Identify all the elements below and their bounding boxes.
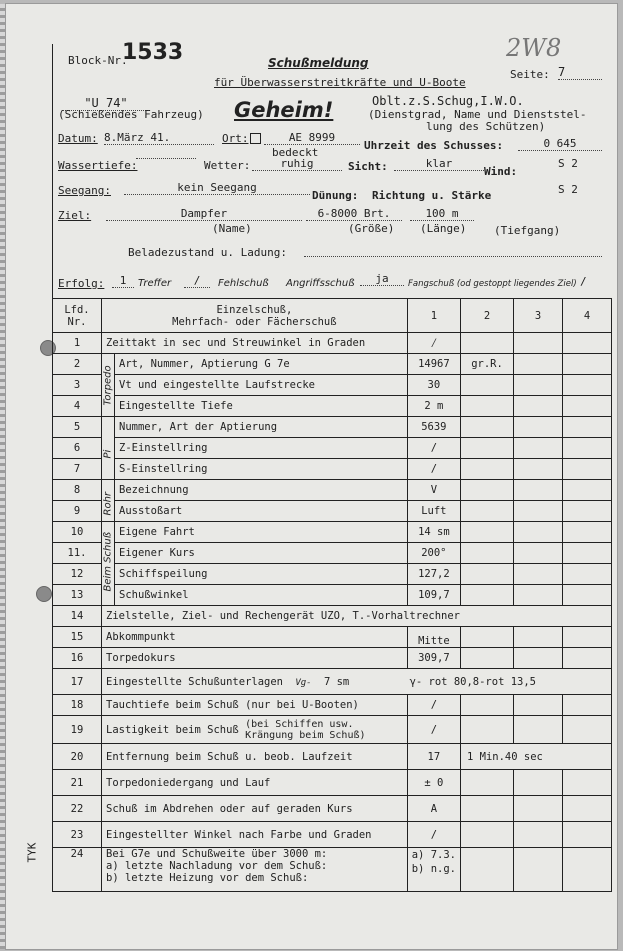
- row-label: Tauchtiefe beim Schuß (nur bei U-Booten): [102, 695, 408, 716]
- shooter-caption-1: (Dienstgrad, Name und Dienststel-: [368, 108, 587, 121]
- col-3-header: 3: [514, 299, 563, 333]
- row-19-cell: [102, 716, 408, 744]
- row-value-4: [563, 333, 612, 354]
- row-value-3: [514, 695, 563, 716]
- row-value-1: /: [407, 695, 460, 716]
- row-label: Eingestellter Winkel nach Farbe und Graden: [102, 822, 408, 848]
- row-value-3: [514, 459, 563, 480]
- row-number: 19: [53, 716, 102, 744]
- table-row: [53, 822, 612, 848]
- row-label: Torpedoniedergang und Lauf: [102, 770, 408, 796]
- row-value-2: [461, 396, 514, 417]
- duenung-label: Dünung:: [312, 189, 359, 202]
- table-row: [53, 501, 612, 522]
- row-value-3: [514, 796, 563, 822]
- row-value-3: [514, 585, 563, 606]
- row-value-2: [461, 522, 514, 543]
- row-value-4: [563, 543, 612, 564]
- shot-data-table: [52, 298, 612, 892]
- row-label: Lastigkeit beim Schuß: [106, 723, 239, 736]
- row-label: Z-Einstellring: [115, 438, 408, 459]
- row-number: 6: [53, 438, 102, 459]
- row-value-3: [514, 417, 563, 438]
- row-value-3: [514, 522, 563, 543]
- table-row: [53, 627, 612, 648]
- wassertiefe-value: [136, 158, 196, 159]
- row-value-2: [461, 459, 514, 480]
- wind-label: Wind:: [484, 165, 518, 178]
- row-value-1: /: [407, 333, 460, 354]
- row-value-2: [461, 501, 514, 522]
- col-desc-header: [102, 299, 408, 333]
- wassertiefe-label: Wassertiefe:: [58, 159, 138, 172]
- row-value-2: [461, 695, 514, 716]
- row-value-2: [461, 648, 514, 669]
- sicht-value: klar: [394, 157, 484, 171]
- row-value-1: 14967: [407, 354, 460, 375]
- row-value-4: [563, 438, 612, 459]
- row-value-2: [461, 796, 514, 822]
- row-value-3: [514, 716, 563, 744]
- ziel-label: Ziel:: [58, 209, 92, 222]
- date-value: 8.März 41.: [104, 131, 214, 145]
- fehl-value: /: [184, 274, 210, 288]
- row-value-2: [461, 438, 514, 459]
- row-value-1: /: [407, 438, 460, 459]
- ladung-line: [304, 256, 602, 257]
- wetter-label: Wetter:: [204, 159, 251, 172]
- margin-mark: TYK: [25, 842, 39, 863]
- row-number: 9: [53, 501, 102, 522]
- col-desc-header-2: Mehrfach- oder Fächerschuß: [172, 315, 337, 328]
- row-number: 18: [53, 695, 102, 716]
- row-number: 20: [53, 744, 102, 770]
- group-schuss-cell: [102, 522, 115, 606]
- group-torpedo-cell: [102, 354, 115, 417]
- row24-value-a: a) 7.3.: [411, 849, 456, 861]
- row-value-2: [461, 417, 514, 438]
- row-value-2: [461, 333, 514, 354]
- row-value-1: 200°: [407, 543, 460, 564]
- row-value-1: ± 0: [407, 770, 460, 796]
- row-value-2: gr.R.: [461, 354, 514, 375]
- sicht-label: Sicht:: [348, 160, 388, 173]
- table-row: [53, 695, 612, 716]
- table-row: [53, 522, 612, 543]
- row-label: Nummer, Art der Aptierung: [115, 417, 408, 438]
- row-number: 2: [53, 354, 102, 375]
- row-value-1: 17: [407, 744, 460, 770]
- row-value-3: [514, 848, 563, 892]
- row-number: 7: [53, 459, 102, 480]
- row-value-4: [563, 822, 612, 848]
- row-value-4: [563, 716, 612, 744]
- row-17-cell: [102, 669, 612, 695]
- left-frame: [52, 44, 53, 298]
- row-label: Abkommpunkt: [102, 627, 408, 648]
- row-value-1: /: [407, 822, 460, 848]
- table-row: [53, 354, 612, 375]
- col-no-header-2: Nr.: [67, 315, 87, 328]
- row-value-1: /: [407, 459, 460, 480]
- block-number: 1533: [122, 40, 184, 65]
- row19-note: [245, 719, 365, 741]
- row-value-4: [563, 695, 612, 716]
- table-row: [53, 770, 612, 796]
- shooter-caption-2: lung des Schützen): [426, 120, 546, 133]
- shooter-name: Oblt.z.S.Schug,I.W.O.: [372, 94, 524, 108]
- table-row: [53, 543, 612, 564]
- col-2-header: 2: [461, 299, 514, 333]
- row-value-3: [514, 501, 563, 522]
- row-value-3: [514, 438, 563, 459]
- table-row: [53, 396, 612, 417]
- row-number: 8: [53, 480, 102, 501]
- grid-square-icon: [250, 133, 261, 144]
- row-value-1: /: [407, 716, 460, 744]
- group-schuss-label: Beim Schuß: [102, 531, 114, 592]
- time-label: Uhrzeit des Schusses:: [364, 139, 504, 152]
- table-row: [53, 648, 612, 669]
- secret-marking: Geheim!: [234, 98, 334, 122]
- row-value-1: A: [407, 796, 460, 822]
- row-number: 13: [53, 585, 102, 606]
- row-value-3: [514, 396, 563, 417]
- row-label: Entfernung beim Schuß u. beob. Laufzeit: [102, 744, 408, 770]
- row-value-2: [461, 564, 514, 585]
- seegang-label: Seegang:: [58, 184, 111, 197]
- row-value-2: 1 Min.40 sec: [461, 744, 612, 770]
- erfolg-label: Erfolg:: [58, 277, 105, 290]
- place-value: AE 8999: [264, 131, 360, 145]
- row24-line-1: Bei G7e und Schußweite über 3000 m:: [106, 848, 328, 860]
- table-row: [53, 417, 612, 438]
- row-value-3: [514, 543, 563, 564]
- row-value-4: [563, 522, 612, 543]
- row-number: 4: [53, 396, 102, 417]
- ziel-size-caption: (Größe): [348, 222, 395, 235]
- table-row: [53, 585, 612, 606]
- table-row: [53, 606, 612, 627]
- row-value-4: [563, 354, 612, 375]
- row-number: 24: [53, 848, 102, 892]
- row-number: 5: [53, 417, 102, 438]
- row17-speed: 7 sm: [323, 675, 350, 688]
- time-value: 0 645: [518, 137, 602, 151]
- row-label: S-Einstellring: [115, 459, 408, 480]
- row-value-2: [461, 770, 514, 796]
- row-value-3: [514, 354, 563, 375]
- row-value-3: [514, 770, 563, 796]
- row-label: Schuß im Abdrehen oder auf geraden Kurs: [102, 796, 408, 822]
- row-value-2: [461, 627, 514, 648]
- row-number: 23: [53, 822, 102, 848]
- row-value-3: [514, 480, 563, 501]
- row24-values: [407, 848, 460, 892]
- row-number: 22: [53, 796, 102, 822]
- row-value-4: [563, 770, 612, 796]
- row-label: Art, Nummer, Aptierung G 7e: [115, 354, 408, 375]
- row-value-4: [563, 501, 612, 522]
- row-label: Torpedokurs: [102, 648, 408, 669]
- ziel-length-caption: (Länge): [420, 222, 467, 235]
- table-row: [53, 744, 612, 770]
- row-value-3: [514, 564, 563, 585]
- ziel-length: 100 m: [410, 207, 474, 221]
- row-value-1: Mitte: [407, 627, 460, 648]
- row-value-1: Luft: [407, 501, 460, 522]
- row-value-3: [514, 822, 563, 848]
- row-label: Vt und eingestellte Laufstrecke: [115, 375, 408, 396]
- fang-label: Fangschuß (od gestoppt liegendes Ziel): [408, 279, 577, 289]
- row-value-4: [563, 417, 612, 438]
- col-1-header: 1: [407, 299, 460, 333]
- row-value-4: [563, 648, 612, 669]
- table-header-row: [53, 299, 612, 333]
- page-label: Seite:: [510, 68, 550, 81]
- ziel-name: Dampfer: [106, 207, 302, 221]
- group-pi-label: Pi: [102, 449, 114, 459]
- table-row: [53, 564, 612, 585]
- row19-note-1: (bei Schiffen usw.: [245, 718, 354, 730]
- row-value-2: [461, 543, 514, 564]
- group-rohr-label: Rohr: [102, 491, 114, 516]
- col-no-header: [53, 299, 102, 333]
- row-label: Eigene Fahrt: [115, 522, 408, 543]
- fang-value: /: [580, 275, 587, 288]
- col-4-header: 4: [563, 299, 612, 333]
- row-number: 15: [53, 627, 102, 648]
- angriff-label: Angriffsschuß: [286, 278, 355, 289]
- date-label: Datum:: [58, 132, 98, 145]
- col-desc-header-1: Einzelschuß,: [216, 303, 293, 316]
- row-value-4: [563, 459, 612, 480]
- row-label: Zeittakt in sec und Streuwinkel in Graden: [102, 333, 408, 354]
- row-label: Ausstoßart: [115, 501, 408, 522]
- form-title: Schußmeldung: [268, 56, 369, 70]
- document-page: [6, 4, 617, 949]
- row-value-3: [514, 648, 563, 669]
- table-row: [53, 480, 612, 501]
- wetter-value-1: bedeckt: [272, 146, 319, 159]
- table-row: [53, 375, 612, 396]
- row24-line-2: a) letzte Nachladung vor dem Schuß:: [106, 860, 328, 872]
- fehl-label: Fehlschuß: [218, 278, 269, 289]
- block-label: Block-Nr.: [68, 54, 128, 67]
- place-label: Ort:: [222, 132, 249, 145]
- vessel-caption: (Schießendes Fahrzeug): [58, 108, 204, 121]
- wind-value: S 2: [558, 157, 578, 170]
- angriff-value: ja: [360, 272, 404, 286]
- row-24-cell: [102, 848, 408, 892]
- row-number: 3: [53, 375, 102, 396]
- row-number: 17: [53, 669, 102, 695]
- row-value-4: [563, 627, 612, 648]
- table-row: [53, 459, 612, 480]
- row-number: 14: [53, 606, 102, 627]
- ziel-draft-caption: (Tiefgang): [494, 224, 561, 237]
- group-pi-cell: [102, 417, 115, 480]
- row24-line-3: b) letzte Heizung vor dem Schuß:: [106, 872, 309, 884]
- table-row: [53, 333, 612, 354]
- row-value-3: [514, 333, 563, 354]
- row-number: 1: [53, 333, 102, 354]
- row-label: Eingestellte Tiefe: [115, 396, 408, 417]
- row-value-4: [563, 848, 612, 892]
- duenung-value: S 2: [558, 183, 578, 196]
- row-value-2: [461, 480, 514, 501]
- row-label: Eingestellte Schußunterlagen: [106, 675, 284, 688]
- punch-hole-bottom: [36, 586, 52, 602]
- row-number: 21: [53, 770, 102, 796]
- row-label: Zielstelle, Ziel- und Rechengerät UZO, T.-Vorhaltrechner: [102, 606, 612, 627]
- row-number: 16: [53, 648, 102, 669]
- treffer-label: Treffer: [138, 278, 172, 289]
- duenung-sub: Richtung u. Stärke: [372, 189, 492, 202]
- row17-gamma: γ- rot 80,8-rot 13,5: [409, 675, 536, 688]
- ziel-size: 6-8000 Brt.: [306, 207, 402, 221]
- row-value-2: [461, 375, 514, 396]
- page-number: 7: [558, 65, 602, 80]
- row-value-4: [563, 396, 612, 417]
- row-label: Bezeichnung: [115, 480, 408, 501]
- form-subtitle: für Überwasserstreitkräfte und U-Boote: [214, 76, 466, 89]
- row-value-3: [514, 627, 563, 648]
- row-label: Schiffspeilung: [115, 564, 408, 585]
- row-value-1: 30: [407, 375, 460, 396]
- row-label: Eigener Kurs: [115, 543, 408, 564]
- vessel-name: "U 74": [62, 96, 150, 111]
- row-value-2: [461, 585, 514, 606]
- row-value-4: [563, 480, 612, 501]
- row-value-1: 14 sm: [407, 522, 460, 543]
- row-value-4: [563, 375, 612, 396]
- table-row: [53, 796, 612, 822]
- row-value-2: [461, 848, 514, 892]
- row-value-3: [514, 375, 563, 396]
- row-value-1: 127,2: [407, 564, 460, 585]
- row17-vg: Vg-: [295, 677, 312, 688]
- row-number: 11.: [53, 543, 102, 564]
- row-value-1: V: [407, 480, 460, 501]
- treffer-value: 1: [112, 274, 134, 288]
- col-no-header-1: Lfd.: [64, 303, 90, 316]
- row-label: Schußwinkel: [115, 585, 408, 606]
- row-value-4: [563, 585, 612, 606]
- seegang-value: kein Seegang: [124, 181, 310, 195]
- row-number: 12: [53, 564, 102, 585]
- row-value-4: [563, 796, 612, 822]
- row-value-1: 5639: [407, 417, 460, 438]
- group-rohr-cell: [102, 480, 115, 522]
- group-torpedo-label: Torpedo: [102, 365, 114, 406]
- ziel-name-caption: (Name): [212, 222, 252, 235]
- row19-note-2: Krängung beim Schuß): [245, 729, 366, 741]
- table-row: [53, 848, 612, 892]
- row24-value-b: b) n.g.: [411, 863, 456, 875]
- ladung-label: Beladezustand u. Ladung:: [128, 246, 287, 259]
- table-row: [53, 716, 612, 744]
- row-number: 10: [53, 522, 102, 543]
- row-value-1: 2 m: [407, 396, 460, 417]
- row-value-1: 109,7: [407, 585, 460, 606]
- row-value-2: [461, 822, 514, 848]
- row-value-2: [461, 716, 514, 744]
- row-value-4: [563, 564, 612, 585]
- table-row: [53, 669, 612, 695]
- table-row: [53, 438, 612, 459]
- wetter-value-2: ruhig: [252, 157, 342, 171]
- handwritten-stamp: 2W8: [506, 34, 562, 62]
- row-value-1: 309,7: [407, 648, 460, 669]
